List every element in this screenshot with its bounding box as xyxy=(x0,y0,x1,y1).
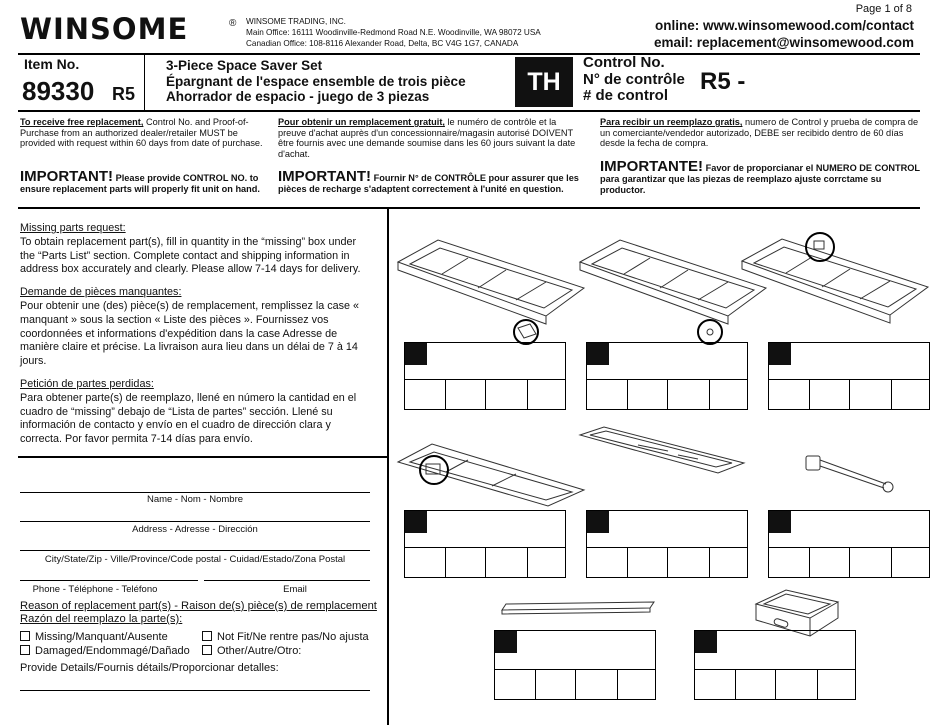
part-frame-1-drawing xyxy=(396,238,586,348)
part-frame-3-drawing xyxy=(740,225,930,335)
part-tag-6 xyxy=(769,511,791,533)
header-divider xyxy=(18,53,920,55)
control-labels xyxy=(583,55,685,105)
important-fr-label: IMPORTANT! xyxy=(278,168,372,185)
checkbox-other[interactable] xyxy=(202,645,212,655)
email-line[interactable] xyxy=(204,580,370,581)
control-label-fr: N° de contrôle xyxy=(583,70,685,88)
notice-fr-text: le numéro de contrôle et la preuve d'achat auprès d'un concessionnaire/magasin autorisé DOIVENT être fournis avec une demande soumise dans les 60 jours suivant la date d'achat. xyxy=(278,117,576,159)
email-label: Email xyxy=(283,584,307,595)
item-revision: R5 xyxy=(112,84,136,104)
part-table-2 xyxy=(586,342,748,410)
city-label: City/State/Zip - Ville/Province/Code postal - Cuidad/Estado/Zona Postal xyxy=(44,554,346,565)
option-not-fit-label: Not Fit/Ne rentre pas/No ajusta xyxy=(217,631,369,643)
part-tag-7 xyxy=(495,631,517,653)
control-label-es: # de control xyxy=(583,87,669,104)
checkbox-damaged[interactable] xyxy=(20,645,30,655)
option-other-label: Other/Autre/Otro: xyxy=(217,645,302,657)
part-table-3-col xyxy=(809,379,810,409)
checkbox-not-fit[interactable] xyxy=(202,631,212,641)
instructions xyxy=(20,222,370,456)
option-not-fit[interactable] xyxy=(202,631,369,643)
city-line[interactable] xyxy=(20,550,370,551)
item-number: 89330 xyxy=(22,76,95,106)
part-table-2-col xyxy=(627,379,628,409)
part-table-3-col xyxy=(849,379,850,409)
part-table-1-col xyxy=(445,379,446,409)
notice-en-text: Control No. and Proof-of-Purchase from an authorized dealer/retailer MUST be provided with request within 60 days from date of purchase. xyxy=(20,117,263,148)
control-label-en: Control No. xyxy=(583,54,665,71)
instructions-divider xyxy=(18,456,388,458)
part-table-7-col xyxy=(575,669,576,699)
item-vdivider xyxy=(144,53,145,111)
notice-fr xyxy=(278,117,578,159)
reason-section xyxy=(20,600,377,626)
part-table-5 xyxy=(586,510,748,578)
part-rod-drawing xyxy=(800,450,900,500)
part-table-3 xyxy=(768,342,930,410)
part-table-6-col xyxy=(891,547,892,577)
part-table-6 xyxy=(768,510,930,578)
option-other[interactable] xyxy=(202,645,301,657)
part-frame-4-drawing xyxy=(396,440,586,510)
left-right-divider xyxy=(387,208,389,725)
part-tag-5 xyxy=(587,511,609,533)
important-en-text: Please provide CONTROL NO. to ensure replacement parts will properly fit unit on hand. xyxy=(20,173,260,194)
instr-en-head: Missing parts request: xyxy=(20,222,126,234)
instr-es-head: Petición de partes perdidas: xyxy=(20,377,154,390)
part-glass-panel-drawing xyxy=(578,425,748,475)
part-table-8-col xyxy=(735,669,736,699)
notice-en-lead: To receive free replacement, xyxy=(20,117,144,127)
reason-es: Razón del reemplazo la parte(s): xyxy=(20,613,183,625)
part-table-5-col xyxy=(709,547,710,577)
important-es-label: IMPORTANTE! xyxy=(600,158,704,175)
part-table-1 xyxy=(404,342,566,410)
notice-divider xyxy=(18,207,920,209)
option-damaged[interactable] xyxy=(20,645,190,657)
important-en-label: IMPORTANT! xyxy=(20,168,114,185)
part-table-7 xyxy=(494,630,656,700)
name-line[interactable] xyxy=(20,492,370,493)
phone-label: Phone - Téléphone - Teléfono xyxy=(32,584,158,595)
important-es xyxy=(600,158,922,196)
part-table-2-col xyxy=(709,379,710,409)
notice-en xyxy=(20,117,265,149)
notice-fr-lead: Pour obtenir un remplacement gratuit, xyxy=(278,117,445,127)
product-names xyxy=(166,58,466,105)
details-line[interactable] xyxy=(20,690,370,691)
contact-email[interactable]: email: replacement@winsomewood.com xyxy=(654,35,914,50)
part-tag-3 xyxy=(769,343,791,365)
control-number: R5 - xyxy=(700,68,746,95)
part-table-5-col xyxy=(627,547,628,577)
part-table-4 xyxy=(404,510,566,578)
part-table-7-col xyxy=(617,669,618,699)
part-table-4-col xyxy=(445,547,446,577)
notice-es xyxy=(600,117,920,149)
details-label: Provide Details/Fournis détails/Proporcionar detalles: xyxy=(20,662,279,674)
address-line[interactable] xyxy=(20,521,370,522)
name-label: Name - Nom - Nombre xyxy=(146,494,244,505)
part-table-6-col xyxy=(809,547,810,577)
product-name-es: Ahorrador de espacio - juego de 3 piezas xyxy=(166,89,430,104)
notice-es-text: numero de Control y prueba de compra de un comerciante/vendedor autorizado, DEBE ser recibido dentro de 60 días desde la fecha de compra. xyxy=(600,117,919,148)
product-name-en: 3-Piece Space Saver Set xyxy=(166,58,323,73)
option-missing[interactable] xyxy=(20,631,168,643)
item-divider xyxy=(18,110,920,112)
instr-fr-head: Demande de pièces manquantes: xyxy=(20,286,182,299)
instr-es-body: Para obtener parte(s) de reemplazo, llené en número la cantidad en el cuadro de “missing” debajo de “Lista de partes” sección. Llené su información de contacto y envío en el cuadro de dirección clara y correcta. Por favor permita 7-14 días para envío. xyxy=(20,391,357,446)
registered-mark: ® xyxy=(229,18,237,29)
winsome-logo: WINSOME xyxy=(20,12,189,46)
part-tag-1 xyxy=(405,343,427,365)
part-table-8-col xyxy=(817,669,818,699)
part-table-4-col xyxy=(527,547,528,577)
checkbox-missing[interactable] xyxy=(20,631,30,641)
company-name: WINSOME TRADING, INC. xyxy=(246,17,346,26)
part-table-8-col xyxy=(775,669,776,699)
instr-en-body: To obtain replacement part(s), fill in quantity in the “missing” box under the “Parts List” section. Complete contact and shipping information in address box accurately and clearly. Please allow 7-14 days for delivery. xyxy=(20,235,361,276)
part-table-1-col xyxy=(527,379,528,409)
part-table-7-col xyxy=(535,669,536,699)
item-label: Item No. xyxy=(24,56,80,72)
notice-es-lead: Para recibir un reemplazo gratis, xyxy=(600,117,743,127)
important-fr-text: Fournir N° de CONTRÔLE pour assurer que les pièces de recharge s'adaptent correctement à l'unité en question. xyxy=(278,173,579,194)
canada-office: Canadian Office: 108-8116 Alexander Road, Delta, BC V4G 1G7, CANADA xyxy=(246,39,519,48)
phone-line[interactable] xyxy=(20,580,198,581)
part-table-3-col xyxy=(891,379,892,409)
company-info xyxy=(246,16,541,49)
important-es-text: Favor de proporcianar el NUMERO DE CONTROL para garantizar que las piezas de reemplazo ajuste corrctame su productor. xyxy=(600,163,920,195)
part-tag-4 xyxy=(405,511,427,533)
page-number: Page 1 of 8 xyxy=(855,3,912,15)
option-damaged-label: Damaged/Endommagé/Dañado xyxy=(35,645,190,657)
contact-online[interactable]: online: www.winsomewood.com/contact xyxy=(654,18,914,33)
part-table-1-col xyxy=(485,379,486,409)
contact-info xyxy=(654,17,914,51)
part-rail-drawing xyxy=(498,596,658,626)
part-tag-2 xyxy=(587,343,609,365)
finish-code-badge: TH xyxy=(515,57,573,107)
part-table-2-col xyxy=(667,379,668,409)
part-table-5-col xyxy=(667,547,668,577)
important-fr xyxy=(278,168,583,195)
option-missing-label: Missing/Manquant/Ausente xyxy=(35,631,168,643)
part-table-6-col xyxy=(849,547,850,577)
main-office: Main Office: 16111 Woodinville-Redmond Road N.E. Woodinville, WA 98072 USA xyxy=(246,28,541,37)
part-table-4-col xyxy=(485,547,486,577)
part-tag-8 xyxy=(695,631,717,653)
important-en xyxy=(20,168,270,195)
address-label: Address - Adresse - Dirección xyxy=(132,524,258,535)
product-name-fr: Épargnant de l'espace ensemble de trois pièce xyxy=(166,73,466,89)
reason-en-fr: Reason of replacement part(s) - Raison de(s) pièce(s) de remplacement xyxy=(20,600,377,612)
instr-fr-body: Pour obtenir une (des) pièce(s) de remplacement, remplissez la case « manquant » sous la section « Liste des pièces ». Fournissez vos coordonnées et informations d'expédition dans la case Adresse de manière claire et précise. La livraison aura lieu dans un délai de 7 à 14 jours. xyxy=(20,299,360,368)
part-table-8 xyxy=(694,630,856,700)
